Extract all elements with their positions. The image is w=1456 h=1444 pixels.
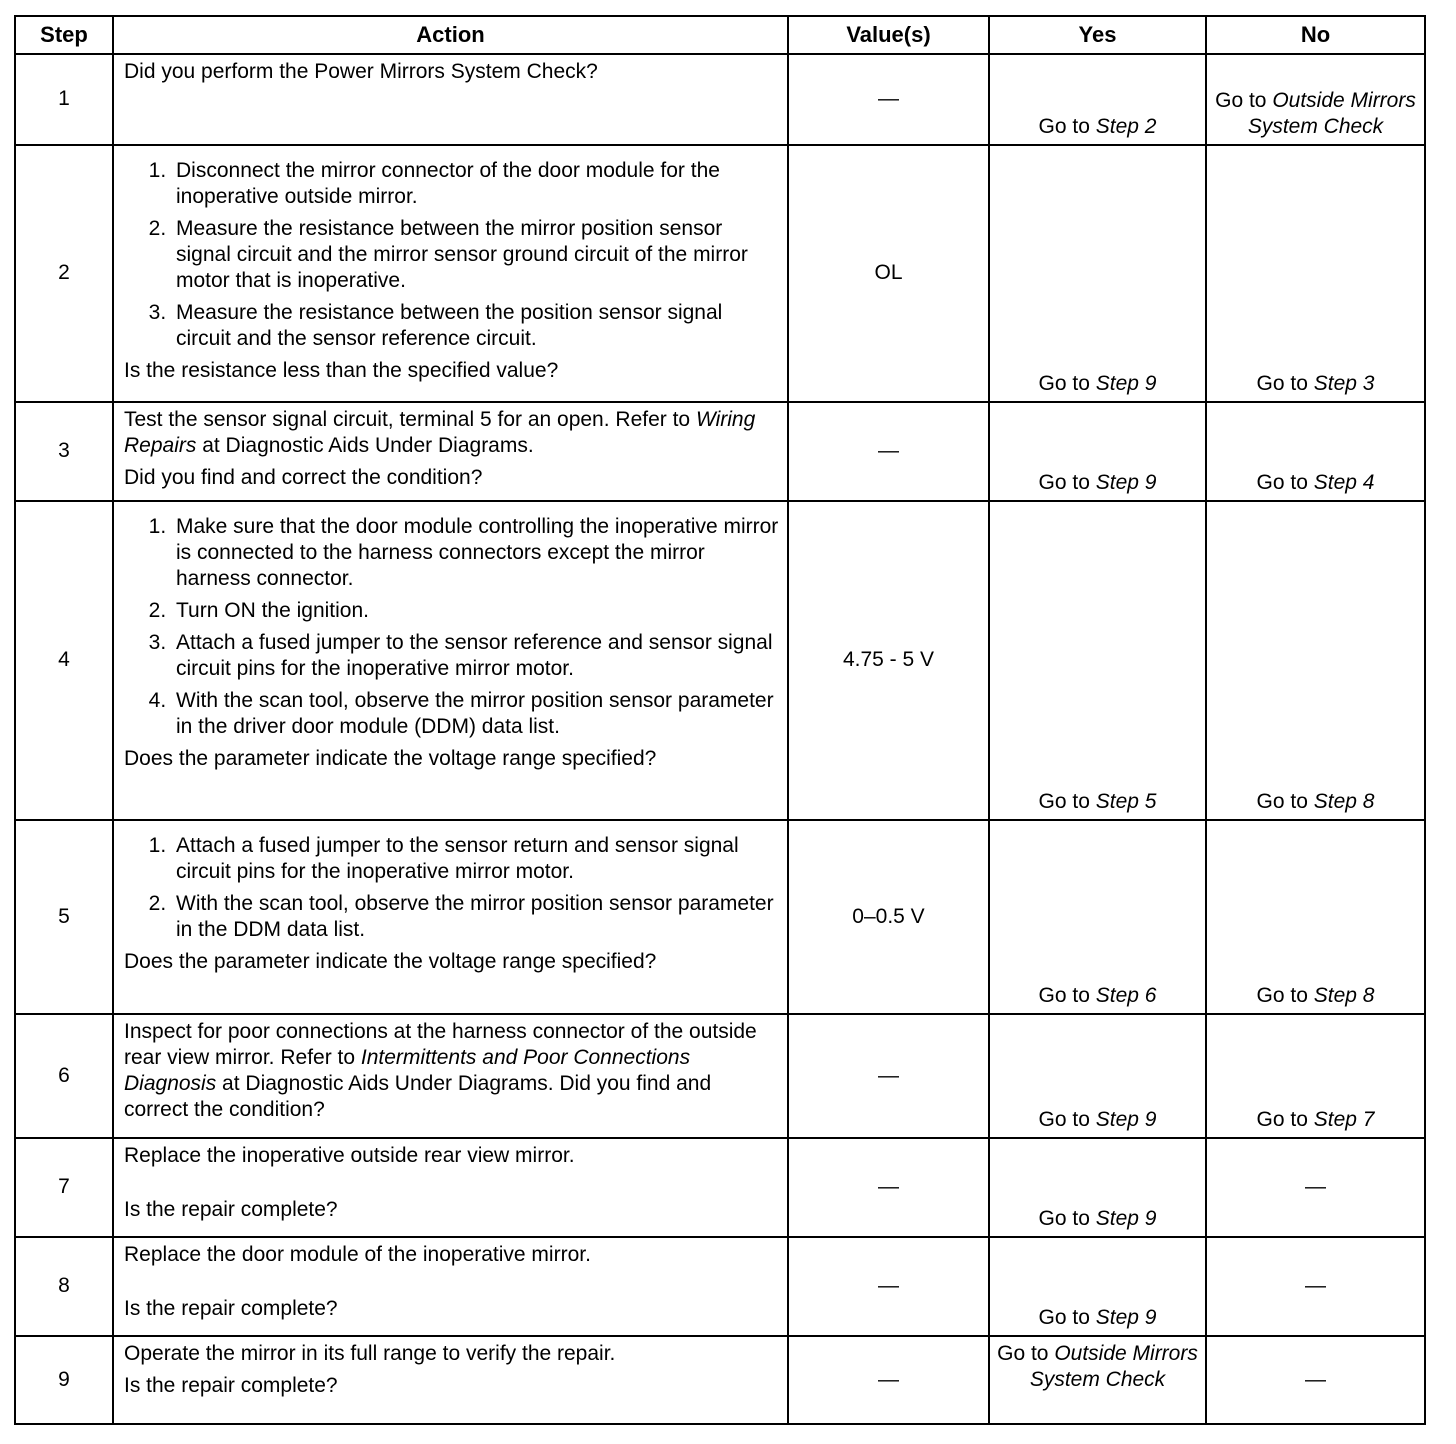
yes-prefix: Go to [1038,983,1096,1007]
action-cell [113,1336,788,1424]
yes-cell [989,820,1206,1014]
step-number: 2 [15,145,113,402]
no-link[interactable]: Step 4 [1313,470,1375,494]
action-text-part: at Diagnostic Aids Under Diagrams. [196,434,534,458]
action-steps [124,833,779,943]
step-number: 3 [15,402,113,501]
no-link[interactable]: Outside Mirrors System Check [1247,88,1416,138]
action-step-item: 1. Attach a fused jumper to the sensor return and sensor signal circuit pins for the inoperative mirror motor. [172,833,779,885]
action-step-item: 2. With the scan tool, observe the mirror position sensor parameter in the DDM data list. [172,891,779,943]
value-cell: — [788,1138,989,1237]
table-row [15,402,1425,501]
action-step-item: 2. Turn ON the ignition. [172,598,779,624]
value-cell: — [788,54,989,145]
no-cell [1206,501,1425,820]
no-prefix: Go to [1256,371,1314,395]
yes-cell [989,402,1206,501]
action-cell [113,402,788,501]
yes-link[interactable]: Step 6 [1095,983,1157,1007]
action-question: Does the parameter indicate the voltage range specified? [124,747,657,771]
table-row [15,1014,1425,1138]
action-step-item: 3. Attach a fused jumper to the sensor reference and sensor signal circuit pins for the inoperative mirror motor. [172,630,779,682]
action-text [124,1019,779,1123]
action-question: Is the repair complete? [124,1198,338,1222]
step-number: 9 [15,1336,113,1424]
diagnostic-table [14,15,1426,1425]
no-cell [1206,820,1425,1014]
action-cell [113,145,788,402]
header-no: No [1206,16,1425,54]
no-cell: — [1206,1138,1425,1237]
no-link[interactable]: Step 8 [1313,789,1375,813]
yes-link[interactable]: Step 2 [1095,114,1157,138]
step-number: 4 [15,501,113,820]
table-row [15,54,1425,145]
value-cell: 0–0.5 V [788,820,989,1014]
yes-link[interactable]: Step 9 [1095,470,1157,494]
yes-prefix: Go to [1038,1305,1096,1329]
header-row [15,16,1425,54]
yes-link[interactable]: Step 9 [1095,1206,1157,1230]
no-cell [1206,402,1425,501]
yes-cell [989,1237,1206,1336]
no-prefix: Go to [1256,983,1314,1007]
step-number: 8 [15,1237,113,1336]
action-step-item: 1. Make sure that the door module controlling the inoperative mirror is connected to the harness connectors except the mirror harness connector. [172,514,779,592]
action-step-item: 1. Disconnect the mirror connector of the door module for the inoperative outside mirror. [172,158,779,210]
step-number: 7 [15,1138,113,1237]
action-text-part: Test the sensor signal circuit, terminal 5 for an open. Refer to [124,408,696,431]
yes-link[interactable]: Outside Mirrors System Check [1029,1342,1198,1392]
intermittents-ref[interactable]: Intermittents and Poor Connections Diagnosis [124,1046,691,1096]
header-yes: Yes [989,16,1206,54]
yes-prefix: Go to [1038,470,1096,494]
action-step-item: 2. Measure the resistance between the mirror position sensor signal circuit and the mirror sensor ground circuit of the mirror motor that is inoperative. [172,216,779,294]
value-cell: 4.75 - 5 V [788,501,989,820]
yes-prefix: Go to [1038,1107,1096,1131]
value-cell: — [788,1014,989,1138]
table-row [15,1138,1425,1237]
yes-link[interactable]: Step 9 [1095,371,1157,395]
no-prefix: Go to [1256,1107,1314,1131]
action-cell [113,501,788,820]
no-prefix: Go to [1256,789,1314,813]
table-row [15,501,1425,820]
yes-link[interactable]: Step 9 [1095,1305,1157,1329]
no-prefix: Go to [1215,88,1273,112]
action-question: Is the repair complete? [124,1374,338,1398]
no-link[interactable]: Step 7 [1313,1107,1375,1131]
no-cell [1206,1014,1425,1138]
no-cell: — [1206,1336,1425,1424]
action-text-part: at Diagnostic Aids Under Diagrams. Did you find and correct the condition? [124,1072,712,1122]
action-steps [124,158,779,352]
yes-cell [989,54,1206,145]
yes-cell [989,1336,1206,1424]
no-cell: — [1206,1237,1425,1336]
action-question: Is the repair complete? [124,1297,338,1321]
action-text [124,407,779,459]
action-text: Did you perform the Power Mirrors System Check? [124,60,598,83]
no-cell [1206,54,1425,145]
no-cell [1206,145,1425,402]
action-cell [113,820,788,1014]
yes-prefix: Go to [1038,789,1096,813]
step-number: 5 [15,820,113,1014]
value-cell: OL [788,145,989,402]
table-row [15,1237,1425,1336]
action-text: Operate the mirror in its full range to verify the repair. [124,1342,616,1365]
step-number: 6 [15,1014,113,1138]
yes-prefix: Go to [1038,371,1096,395]
yes-cell [989,501,1206,820]
action-step-item: 3. Measure the resistance between the position sensor signal circuit and the sensor reference circuit. [172,300,779,352]
no-link[interactable]: Step 8 [1313,983,1375,1007]
no-link[interactable]: Step 3 [1313,371,1375,395]
yes-cell [989,145,1206,402]
header-value: Value(s) [788,16,989,54]
action-cell [113,1014,788,1138]
action-step-item: 4. With the scan tool, observe the mirror position sensor parameter in the driver door module (DDM) data list. [172,688,779,740]
value-cell: — [788,1336,989,1424]
value-cell: — [788,402,989,501]
yes-cell [989,1014,1206,1138]
value-cell: — [788,1237,989,1336]
action-text: Replace the inoperative outside rear view mirror. [124,1144,575,1167]
step-number: 1 [15,54,113,145]
header-action: Action [113,16,788,54]
action-question: Does the parameter indicate the voltage range specified? [124,950,657,974]
action-text: Replace the door module of the inoperative mirror. [124,1243,591,1266]
action-steps [124,514,779,740]
yes-link[interactable]: Step 9 [1095,1107,1157,1131]
yes-prefix: Go to [1038,1206,1096,1230]
header-step: Step [15,16,113,54]
action-question: Is the resistance less than the specified value? [124,359,559,383]
yes-link[interactable]: Step 5 [1095,789,1157,813]
yes-cell [989,1138,1206,1237]
table-row [15,1336,1425,1424]
yes-prefix: Go to [997,1342,1055,1365]
action-question: Did you find and correct the condition? [124,466,483,490]
yes-prefix: Go to [1038,114,1096,138]
wiring-repairs-ref[interactable]: Wiring Repairs [124,408,756,458]
no-prefix: Go to [1256,470,1314,494]
table-row [15,820,1425,1014]
table-row [15,145,1425,402]
action-text-part: Inspect for poor connections at the harness connector of the outside rear view mirror. Refer to [124,1020,757,1070]
action-cell [113,1138,788,1237]
action-cell [113,1237,788,1336]
action-cell [113,54,788,145]
